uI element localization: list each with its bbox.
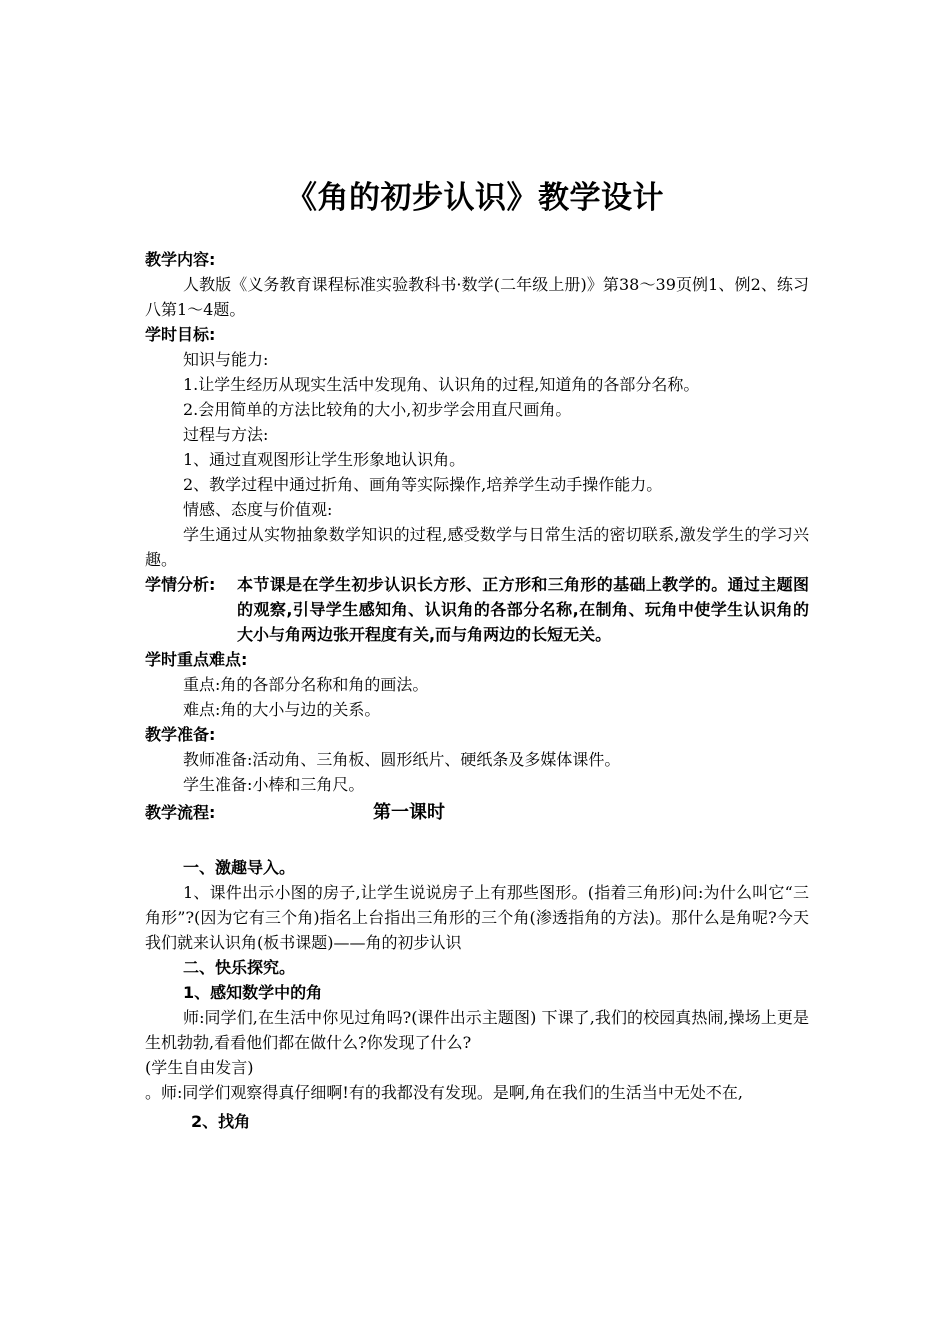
- subsection-1-para-1: 师:同学们,在生活中你见过角吗?(课件出示主题图) 下课了,我们的校园真热闹,操场上更是生机勃勃,看看他们都在做什么?你发现了什么?: [145, 1008, 809, 1052]
- lesson-heading: 第一课时: [373, 801, 445, 823]
- document-body: [145, 247, 809, 1134]
- section-1-text: 1、课件出示小图的房子,让学生说说房子上有那些图形。(指着三角形)问:为什么叫它“三角形”?(因为它有三个角)指名上台指出三角形的三个角(渗透指角的方法)。那什么是角呢?今天我们就来认识角(板书课题)——角的初步认识: [145, 883, 809, 952]
- preparation-label: 教学准备:: [145, 725, 216, 744]
- key-difficulty: 难点:角的大小与边的关系。: [183, 700, 381, 719]
- subsection-1-para-3: 。师:同学们观察得真仔细啊!有的我都没有发现。是啊,角在我们的生活当中无处不在,: [145, 1083, 743, 1102]
- knowledge-item-2: 2.会用简单的方法比较角的大小,初步学会用直尺画角。: [183, 400, 572, 419]
- emotion-heading: 情感、态度与价值观:: [183, 500, 333, 519]
- process-heading: 过程与方法:: [183, 425, 269, 444]
- knowledge-heading: 知识与能力:: [183, 350, 269, 369]
- objectives-label: 学时目标:: [145, 325, 216, 344]
- knowledge-item-1: 1.让学生经历从现实生活中发现角、认识角的过程,知道角的各部分名称。: [183, 375, 700, 394]
- process-item-2: 2、教学过程中通过折角、画角等实际操作,培养学生动手操作能力。: [183, 475, 663, 494]
- section-1-heading: 一、激趣导入。: [183, 858, 296, 877]
- document-title: 《角的初步认识》教学设计: [286, 180, 664, 216]
- process-item-1: 1、通过直观图形让学生形象地认识角。: [183, 450, 466, 469]
- teacher-preparation: 教师准备:活动角、三角板、圆形纸片、硬纸条及多媒体课件。: [183, 750, 621, 769]
- teaching-flow: [145, 797, 809, 827]
- subsection-1-heading: 1、感知数学中的角: [183, 983, 323, 1002]
- analysis-label: 学情分析:: [145, 575, 216, 594]
- key-focus: 重点:角的各部分名称和角的画法。: [183, 675, 429, 694]
- student-preparation: 学生准备:小棒和三角尺。: [183, 775, 365, 794]
- emotion-text: 学生通过从实物抽象数学知识的过程,感受数学与日常生活的密切联系,激发学生的学习兴趣。: [145, 525, 809, 569]
- subsection-1-para-2: (学生自由发言): [145, 1058, 254, 1077]
- section-2-heading: 二、快乐探究。: [183, 958, 296, 977]
- spacer: [145, 827, 809, 855]
- flow-label: 教学流程:: [145, 802, 216, 822]
- subsection-2-heading: 2、找角: [191, 1112, 251, 1131]
- analysis-text: 本节课是在学生初步认识长方形、正方形和三角形的基础上教学的。通过主题图的观察,引导学生感知角、认识角的各部分名称,在制角、玩角中使学生认识角的大小与角两边张开程度有关,而与角两边的长短无关。: [237, 575, 809, 644]
- teaching-content-label: 教学内容:: [145, 250, 216, 269]
- key-points-label: 学时重点难点:: [145, 650, 248, 669]
- teaching-content-text: 人教版《义务教育课程标准实验教科书·数学(二年级上册)》第38～39页例1、例2、练习八第1～4题。: [145, 275, 809, 319]
- learning-analysis: [145, 572, 809, 647]
